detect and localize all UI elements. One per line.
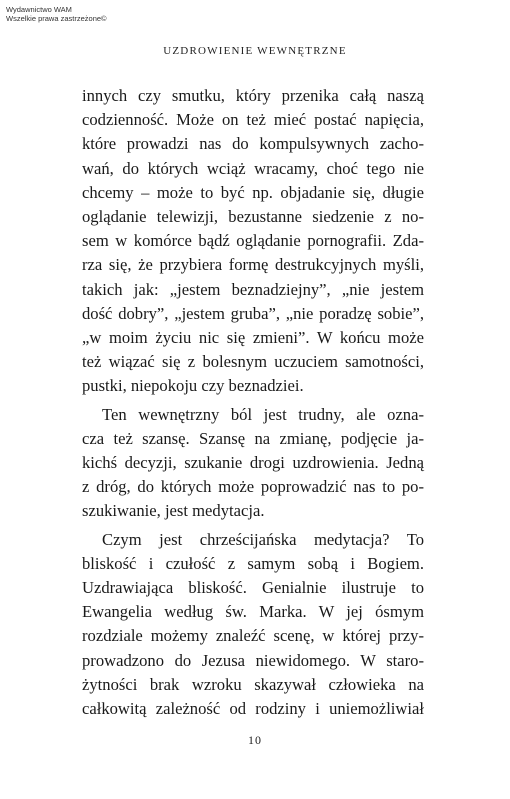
- text-line: wań, do których wciąż wracamy, choć tego nie: [82, 158, 424, 178]
- body-text: [82, 84, 424, 721]
- text-line: bliskość i czułość z samym sobą i Bogiem.: [82, 553, 424, 573]
- text-line: Ten wewnętrzny ból jest trudny, ale ozna-: [102, 404, 424, 424]
- paragraph-2: [82, 403, 424, 524]
- text-line: dość dobry”, „jestem gruba”, „nie poradzę sobie”,: [82, 303, 424, 323]
- watermark-rights: Wszelkie prawa zastrzeżone©: [6, 14, 107, 23]
- paragraph-1: [82, 84, 424, 399]
- text-line: takich jak: „jestem beznadziejny”, „nie jestem: [82, 279, 424, 299]
- text-line: rza się, że przybiera formę destrukcyjnych myśli,: [82, 255, 424, 275]
- text-line: Ewangelia według św. Marka. W jej ósmym: [82, 602, 424, 622]
- text-line: „w moim życiu nic się zmieni”. W końcu może: [82, 328, 424, 348]
- text-line: które prowadzi nas do kompulsywnych zacho-: [82, 134, 424, 154]
- text-line: Czym jest chrześcijańska medytacja? To: [102, 529, 424, 549]
- text-line: cza też szansę. Szansę na zmianę, podjęcie ja-: [82, 428, 424, 448]
- text-line: kichś decyzji, szukanie drogi uzdrowienia. Jedną: [82, 453, 424, 473]
- text-line: pustki, niepokoju czy beznadziei.: [82, 376, 304, 396]
- text-line: innych czy smutku, który przenika całą naszą: [82, 86, 424, 105]
- text-line: żytności brak wzroku skazywał człowieka na: [82, 674, 424, 694]
- text-line: sem w komórce bądź oglądanie pornografii. Zda-: [82, 231, 424, 251]
- text-line: całkowitą zależność od rodziny i uniemożliwiał: [82, 699, 424, 719]
- text-line: Uzdrawiająca bliskość. Genialnie ilustruje to: [82, 578, 424, 598]
- running-head: UZDROWIENIE WEWNĘTRZNE: [163, 45, 347, 57]
- text-line: rozdziale możemy znaleźć scenę, w której przy-: [82, 626, 424, 646]
- text-line: codzienność. Może on też mieć postać napięcia,: [82, 110, 424, 130]
- text-line: chcemy – może to być np. objadanie się, długie: [82, 182, 424, 202]
- text-line: oglądanie telewizji, bezustanne siedzenie z no-: [82, 207, 424, 227]
- publisher-watermark: [6, 5, 107, 23]
- watermark-publisher: Wydawnictwo WAM: [6, 5, 72, 14]
- text-line: z dróg, do których może poprowadzić nas to po-: [82, 477, 424, 497]
- text-line: też wiązać się z bolesnym uczuciem samotności,: [82, 352, 424, 372]
- text-line: szukiwanie, jest medytacja.: [82, 501, 265, 521]
- paragraph-3: [82, 528, 424, 722]
- page-number: 10: [248, 733, 262, 747]
- text-line: prowadzono do Jezusa niewidomego. W staro-: [82, 650, 424, 670]
